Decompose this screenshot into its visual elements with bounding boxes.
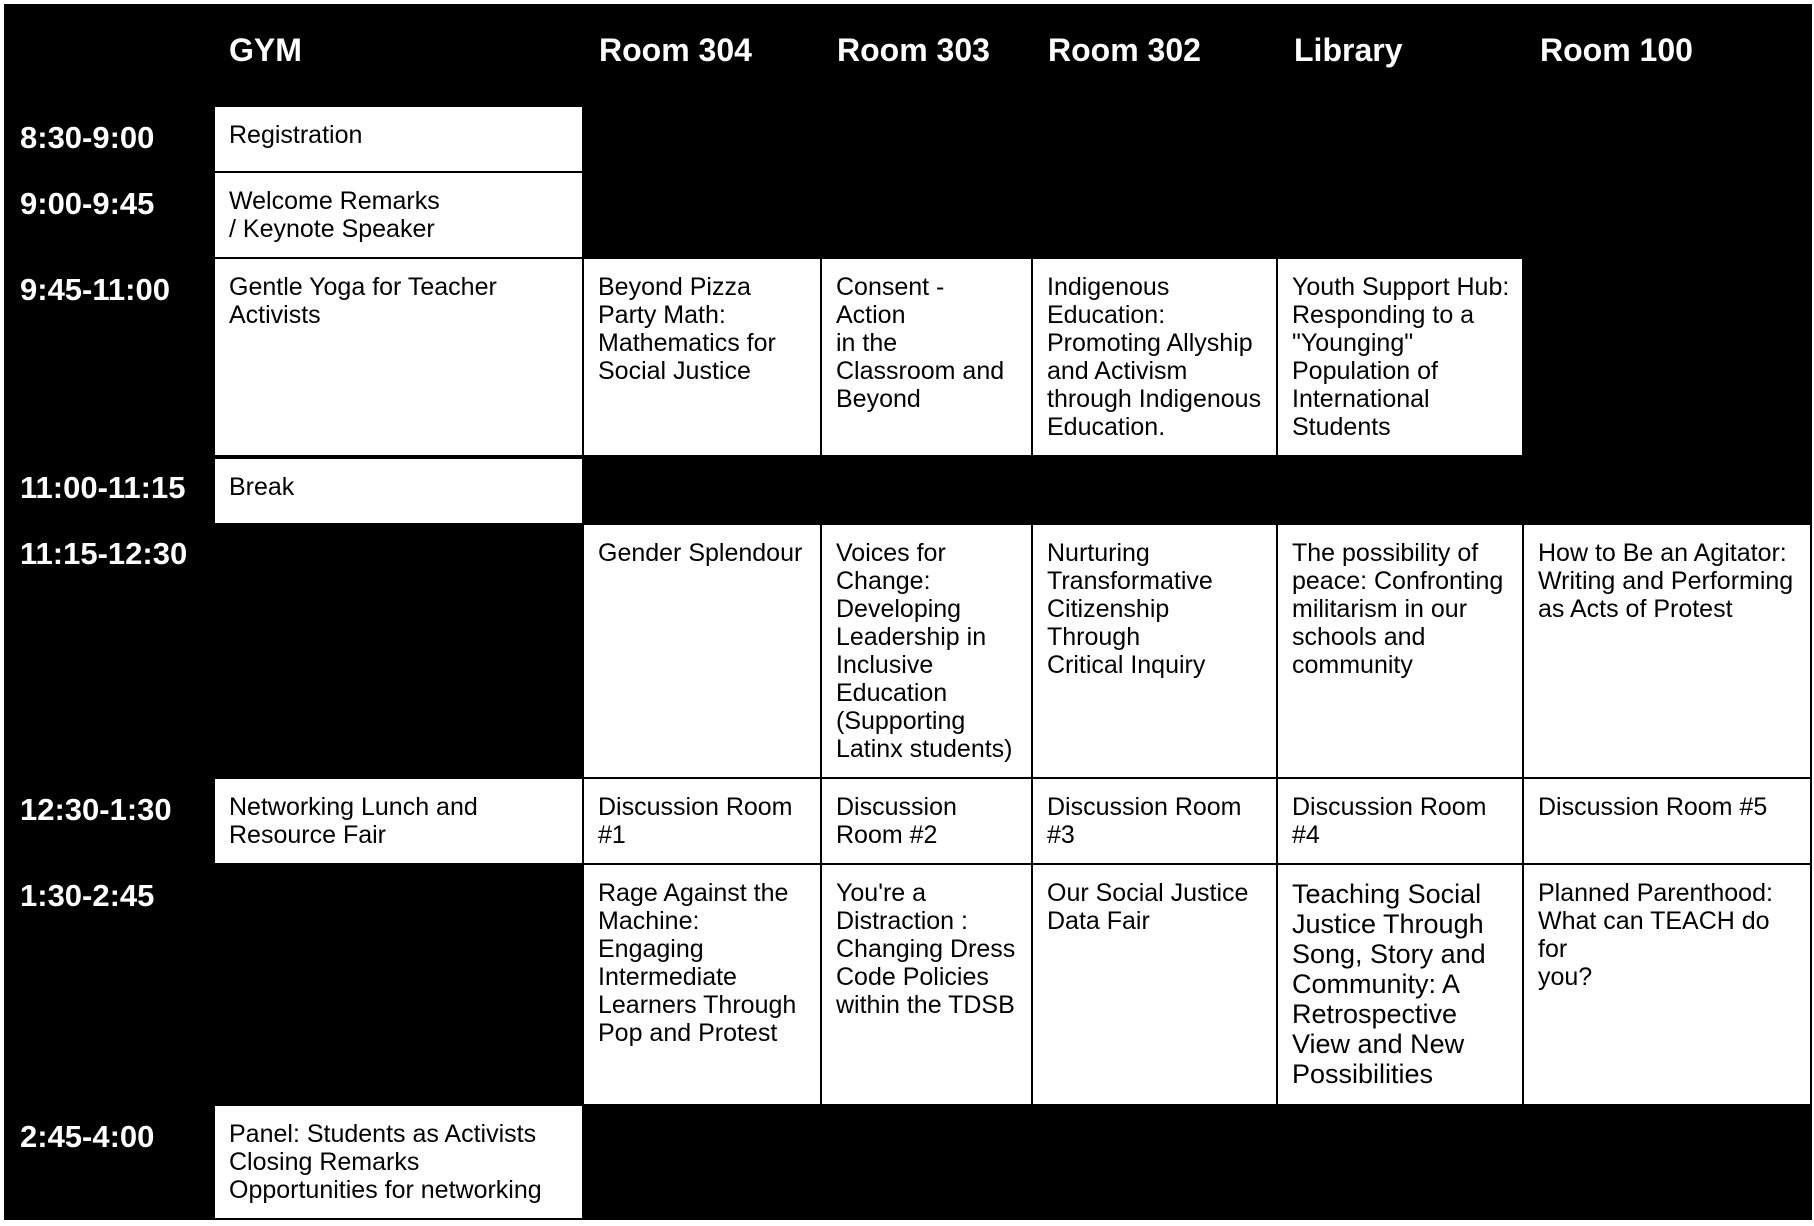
session-cell: Discussion Room #3 [1033,779,1276,863]
session-cell: Panel: Students as Activists Closing Remarks Opportunities for networking [215,1106,582,1218]
session-cell: Consent - Action in the Classroom and Beyond [822,259,1031,455]
time-label: 8:30-9:00 [20,120,155,155]
col-header-library: Library [1294,32,1403,68]
time-label: 1:30-2:45 [20,878,155,913]
session-cell: Discussion Room #4 [1278,779,1522,863]
session-cell: Nurturing Transformative Citizenship Through Critical Inquiry [1033,525,1276,777]
session-cell: Youth Support Hub: Responding to a "Younging" Population of International Students [1278,259,1522,455]
col-header-room-302: Room 302 [1048,32,1201,68]
session-cell: Discussion Room #5 [1524,779,1810,863]
session-cell: Gender Splendour [584,525,820,777]
time-label: 9:00-9:45 [20,186,155,221]
session-cell: Teaching Social Justice Through Song, Story and Community: A Retrospective View and New Possibilities [1278,865,1522,1104]
session-cell: How to Be an Agitator: Writing and Performing as Acts of Protest [1524,525,1810,777]
col-header-room-100: Room 100 [1540,32,1693,68]
session-cell: Planned Parenthood: What can TEACH do for you? [1524,865,1810,1104]
session-cell: Beyond Pizza Party Math: Mathematics for Social Justice [584,259,820,455]
session-cell: Gentle Yoga for Teacher Activists [215,259,582,455]
session-cell: Networking Lunch and Resource Fair [215,779,582,863]
time-label: 2:45-4:00 [20,1119,155,1154]
session-cell: Welcome Remarks / Keynote Speaker [215,173,582,257]
session-cell: Rage Against the Machine: Engaging Intermediate Learners Through Pop and Protest [584,865,820,1104]
time-label: 11:15-12:30 [20,536,188,571]
session-cell: Registration [215,107,582,171]
session-cell: You're a Distraction : Changing Dress Code Policies within the TDSB [822,865,1031,1104]
session-cell: Voices for Change: Developing Leadership in Inclusive Education (Supporting Latinx students) [822,525,1031,777]
session-cell: The possibility of peace: Confronting militarism in our schools and community [1278,525,1522,777]
col-header-room-304: Room 304 [599,32,752,68]
time-label: 11:00-11:15 [20,470,186,505]
time-label: 9:45-11:00 [20,272,170,307]
col-header-room-303: Room 303 [837,32,990,68]
session-cell: Our Social Justice Data Fair [1033,865,1276,1104]
session-cell: Indigenous Education: Promoting Allyship and Activism through Indigenous Education. [1033,259,1276,455]
col-header-gym: GYM [229,32,302,68]
session-cell: Discussion Room #1 [584,779,820,863]
time-label: 12:30-1:30 [20,792,172,827]
session-cell: Break [215,459,582,523]
session-cell: Discussion Room #2 [822,779,1031,863]
